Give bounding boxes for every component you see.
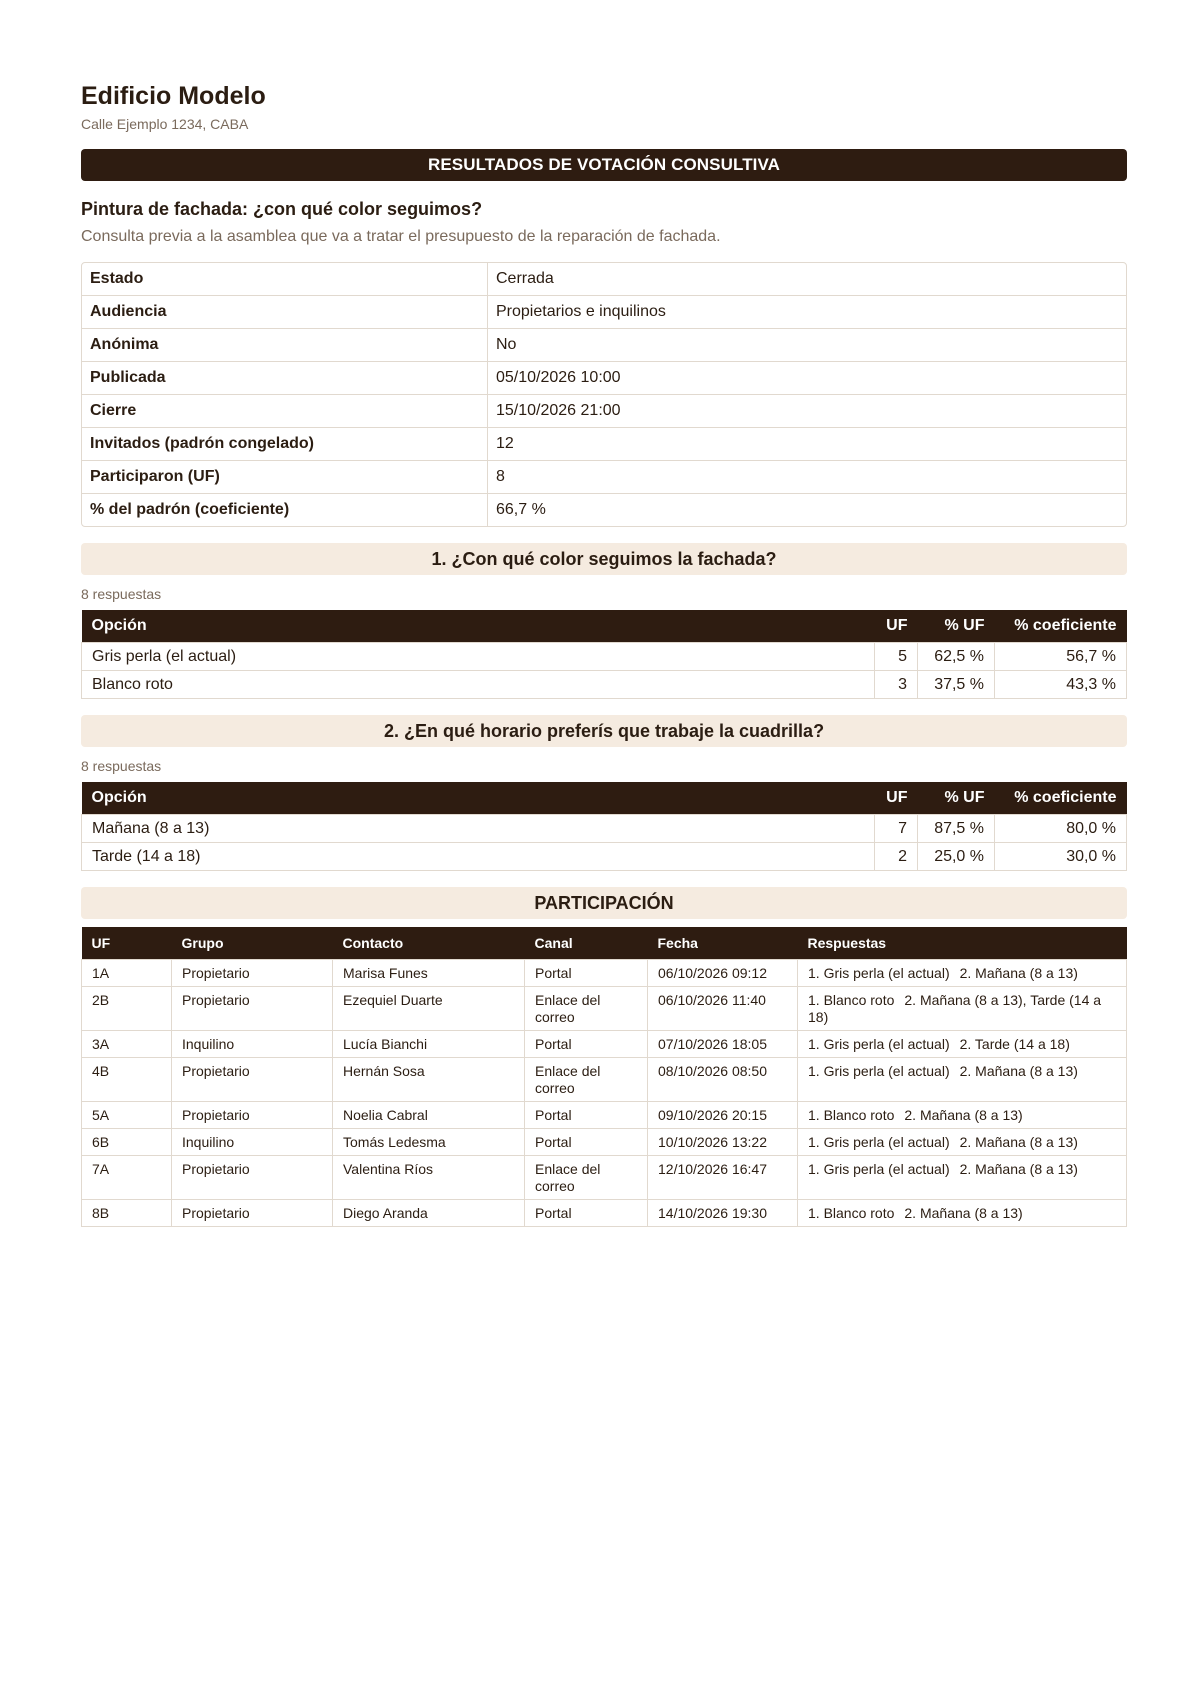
- answer-q1: 1. Blanco roto: [808, 1107, 895, 1123]
- row-channel: Portal: [525, 1031, 648, 1058]
- vote-description: Consulta previa a la asamblea que va a tratar el presupuesto de la reparación de fachada.: [81, 228, 721, 245]
- answer-q1: 1. Gris perla (el actual): [808, 1036, 950, 1052]
- option-label: Gris perla (el actual): [82, 643, 875, 671]
- answer-q2: 2. Mañana (8 a 13): [904, 1205, 1023, 1221]
- row-contact: Ezequiel Duarte: [333, 987, 525, 1031]
- question-2-response-count: 8 respuestas: [81, 758, 162, 774]
- question-2-title: 2. ¿En qué horario preferís que trabaje la cuadrilla?: [81, 715, 1127, 747]
- col-answers: Respuestas: [798, 927, 1127, 960]
- col-uf: UF: [82, 927, 172, 960]
- row-contact: Noelia Cabral: [333, 1102, 525, 1129]
- row-group: Propietario: [172, 1156, 333, 1200]
- row-uf: 7A: [82, 1156, 172, 1200]
- info-value: 66,7 %: [496, 501, 546, 518]
- row-channel: Enlace del correo: [525, 1156, 648, 1200]
- col-option: Opción: [82, 782, 875, 815]
- answer-q2: 2. Mañana (8 a 13), Tarde (14 a 18): [808, 992, 1102, 1025]
- participation-table: [81, 927, 1127, 1227]
- participation-row: [82, 960, 1127, 987]
- col-uf: UF: [875, 610, 918, 643]
- info-row: [82, 263, 1126, 296]
- participation-row: [82, 1102, 1127, 1129]
- info-label: Participaron (UF): [82, 461, 488, 494]
- row-uf: 2B: [82, 987, 172, 1031]
- row-answers: [798, 1156, 1127, 1200]
- info-row: [82, 428, 1126, 461]
- option-row: [82, 815, 1127, 843]
- question-2-results-table: [81, 782, 1127, 871]
- option-row: [82, 671, 1127, 699]
- results-banner: RESULTADOS DE VOTACIÓN CONSULTIVA: [81, 149, 1127, 181]
- info-row: [82, 494, 1126, 526]
- participation-title: PARTICIPACIÓN: [81, 887, 1127, 919]
- row-uf: 6B: [82, 1129, 172, 1156]
- info-label: Estado: [82, 263, 488, 296]
- col-pct-uf: % UF: [918, 782, 995, 815]
- option-row: [82, 643, 1127, 671]
- row-channel: Enlace del correo: [525, 1058, 648, 1102]
- row-group: Inquilino: [172, 1129, 333, 1156]
- answer-q2: 2. Mañana (8 a 13): [904, 1107, 1023, 1123]
- vote-title: Pintura de fachada: ¿con qué color seguimos?: [81, 199, 483, 219]
- option-uf: 3: [875, 671, 918, 699]
- row-answers: [798, 1058, 1127, 1102]
- row-contact: Diego Aranda: [333, 1200, 525, 1227]
- question-1-results-table: [81, 610, 1127, 699]
- option-row: [82, 843, 1127, 871]
- answer-q1: 1. Gris perla (el actual): [808, 1161, 950, 1177]
- col-channel: Canal: [525, 927, 648, 960]
- info-label: Anónima: [82, 329, 488, 362]
- row-uf: 8B: [82, 1200, 172, 1227]
- vote-info-table: [81, 262, 1127, 527]
- answer-q2: 2. Mañana (8 a 13): [959, 1063, 1078, 1079]
- info-label: % del padrón (coeficiente): [82, 494, 488, 526]
- row-contact: Marisa Funes: [333, 960, 525, 987]
- info-label: Invitados (padrón congelado): [82, 428, 488, 461]
- info-label: Publicada: [82, 362, 488, 395]
- row-channel: Enlace del correo: [525, 987, 648, 1031]
- answer-q1: 1. Blanco roto: [808, 1205, 895, 1221]
- option-pct-coef: 43,3 %: [995, 671, 1127, 699]
- question-1-response-count: 8 respuestas: [81, 586, 162, 602]
- row-date: 10/10/2026 13:22: [648, 1129, 798, 1156]
- option-pct-uf: 25,0 %: [918, 843, 995, 871]
- option-uf: 2: [875, 843, 918, 871]
- row-channel: Portal: [525, 1102, 648, 1129]
- row-channel: Portal: [525, 1200, 648, 1227]
- row-channel: Portal: [525, 1129, 648, 1156]
- col-pct-coef: % coeficiente: [995, 782, 1127, 815]
- answer-q2: 2. Mañana (8 a 13): [959, 965, 1078, 981]
- row-uf: 1A: [82, 960, 172, 987]
- row-answers: [798, 960, 1127, 987]
- row-date: 12/10/2026 16:47: [648, 1156, 798, 1200]
- col-pct-coef: % coeficiente: [995, 610, 1127, 643]
- row-group: Propietario: [172, 960, 333, 987]
- row-contact: Lucía Bianchi: [333, 1031, 525, 1058]
- row-answers: [798, 1031, 1127, 1058]
- row-group: Propietario: [172, 1102, 333, 1129]
- participation-row: [82, 1031, 1127, 1058]
- info-label: Audiencia: [82, 296, 488, 329]
- row-answers: [798, 1200, 1127, 1227]
- info-row: [82, 461, 1126, 494]
- option-pct-coef: 80,0 %: [995, 815, 1127, 843]
- col-group: Grupo: [172, 927, 333, 960]
- info-label: Cierre: [82, 395, 488, 428]
- question-1-title: 1. ¿Con qué color seguimos la fachada?: [81, 543, 1127, 575]
- row-contact: Valentina Ríos: [333, 1156, 525, 1200]
- row-answers: [798, 1129, 1127, 1156]
- answer-q1: 1. Gris perla (el actual): [808, 1134, 950, 1150]
- row-date: 09/10/2026 20:15: [648, 1102, 798, 1129]
- row-date: 06/10/2026 11:40: [648, 987, 798, 1031]
- report-page: [81, 80, 1127, 1227]
- info-value: Propietarios e inquilinos: [488, 296, 1126, 329]
- option-label: Mañana (8 a 13): [82, 815, 875, 843]
- participation-row: [82, 987, 1127, 1031]
- row-channel: Portal: [525, 960, 648, 987]
- info-row: [82, 296, 1126, 329]
- option-uf: 7: [875, 815, 918, 843]
- row-uf: 5A: [82, 1102, 172, 1129]
- building-name: Edificio Modelo: [81, 82, 266, 110]
- info-row: [82, 362, 1126, 395]
- participation-row: [82, 1058, 1127, 1102]
- option-pct-uf: 87,5 %: [918, 815, 995, 843]
- col-contact: Contacto: [333, 927, 525, 960]
- row-contact: Hernán Sosa: [333, 1058, 525, 1102]
- row-date: 07/10/2026 18:05: [648, 1031, 798, 1058]
- info-value: 12: [488, 428, 1126, 461]
- row-group: Propietario: [172, 987, 333, 1031]
- option-pct-uf: 62,5 %: [918, 643, 995, 671]
- option-label: Tarde (14 a 18): [82, 843, 875, 871]
- answer-q1: 1. Gris perla (el actual): [808, 965, 950, 981]
- option-uf: 5: [875, 643, 918, 671]
- participation-row: [82, 1200, 1127, 1227]
- answer-q2: 2. Mañana (8 a 13): [959, 1134, 1078, 1150]
- row-group: Propietario: [172, 1200, 333, 1227]
- answer-q2: 2. Mañana (8 a 13): [959, 1161, 1078, 1177]
- row-group: Propietario: [172, 1058, 333, 1102]
- row-answers: [798, 1102, 1127, 1129]
- answer-q1: 1. Gris perla (el actual): [808, 1063, 950, 1079]
- info-row: [82, 395, 1126, 428]
- row-contact: Tomás Ledesma: [333, 1129, 525, 1156]
- answer-q2: 2. Tarde (14 a 18): [959, 1036, 1070, 1052]
- option-pct-coef: 30,0 %: [995, 843, 1127, 871]
- col-uf: UF: [875, 782, 918, 815]
- row-answers: [798, 987, 1127, 1031]
- row-date: 14/10/2026 19:30: [648, 1200, 798, 1227]
- col-pct-uf: % UF: [918, 610, 995, 643]
- option-label: Blanco roto: [82, 671, 875, 699]
- answer-q1: 1. Blanco roto: [808, 992, 895, 1008]
- participation-row: [82, 1156, 1127, 1200]
- info-value: 05/10/2026 10:00: [488, 362, 1126, 395]
- row-group: Inquilino: [172, 1031, 333, 1058]
- col-option: Opción: [82, 610, 875, 643]
- option-pct-uf: 37,5 %: [918, 671, 995, 699]
- col-date: Fecha: [648, 927, 798, 960]
- row-date: 08/10/2026 08:50: [648, 1058, 798, 1102]
- info-value: Cerrada: [488, 263, 1126, 296]
- row-date: 06/10/2026 09:12: [648, 960, 798, 987]
- row-uf: 4B: [82, 1058, 172, 1102]
- option-pct-coef: 56,7 %: [995, 643, 1127, 671]
- participation-row: [82, 1129, 1127, 1156]
- info-value: 8: [488, 461, 1126, 494]
- row-uf: 3A: [82, 1031, 172, 1058]
- info-value: No: [488, 329, 1126, 362]
- building-address: Calle Ejemplo 1234, CABA: [81, 116, 249, 132]
- info-value: 15/10/2026 21:00: [488, 395, 1126, 428]
- info-row: [82, 329, 1126, 362]
